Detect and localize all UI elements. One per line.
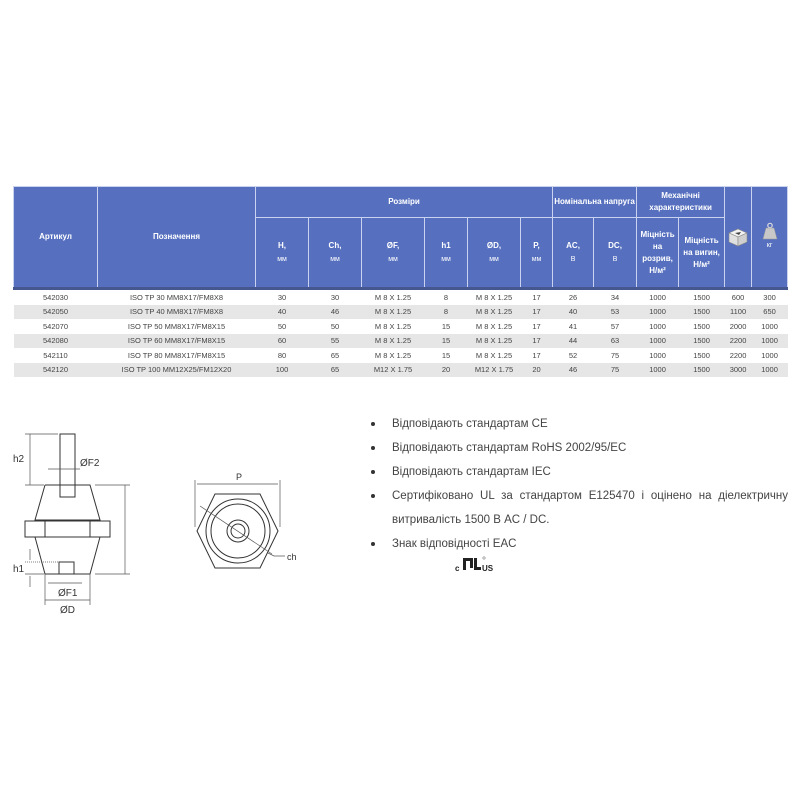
cell-designation: ISO TP 60 MM8X17/FM8X15	[98, 334, 256, 349]
cell-designation: ISO TP 80 MM8X17/FM8X15	[98, 348, 256, 363]
cell-D: M12 X 1.75	[468, 363, 521, 378]
cell-AC: 46	[553, 363, 594, 378]
specifications-table	[13, 186, 788, 377]
cell-F: M12 X 1.75	[362, 363, 425, 378]
cell-h1: 8	[425, 289, 468, 305]
header-Ch: Ch, мм	[309, 218, 362, 289]
cell-designation: ISO TP 100 MM12X25/FM12X20	[98, 363, 256, 378]
header-AC: AC, В	[553, 218, 594, 289]
header-h1: h1 мм	[425, 218, 468, 289]
header-dimensions-group: Розміри	[256, 187, 553, 218]
cell-bending: 1500	[679, 334, 725, 349]
cell-H: 80	[256, 348, 309, 363]
label-D: ØD	[60, 605, 75, 616]
cell-tensile: 1000	[637, 289, 679, 305]
header-tensile: Міцність на розрив, Н/м²	[637, 218, 679, 289]
cell-kg: 1000	[752, 334, 788, 349]
cell-F: M 8 X 1.25	[362, 348, 425, 363]
cell-kg: 300	[752, 289, 788, 305]
cell-AC: 26	[553, 289, 594, 305]
cell-kg: 1000	[752, 348, 788, 363]
cell-h1: 15	[425, 319, 468, 334]
header-DC: DC, В	[594, 218, 637, 289]
cell-designation: ISO TP 50 MM8X17/FM8X15	[98, 319, 256, 334]
cell-tensile: 1000	[637, 319, 679, 334]
weight-icon	[753, 222, 786, 240]
label-F1: ØF1	[58, 588, 78, 599]
cell-tensile: 1000	[637, 363, 679, 378]
cell-h1: 8	[425, 305, 468, 320]
cell-kg: 1000	[752, 363, 788, 378]
cell-bending: 1500	[679, 348, 725, 363]
cell-AC: 40	[553, 305, 594, 320]
cell-h1: 15	[425, 348, 468, 363]
cell-H: 100	[256, 363, 309, 378]
cell-tensile: 1000	[637, 334, 679, 349]
side-view-drawing	[0, 410, 150, 620]
header-bending: Міцність на вигин, Н/м²	[679, 218, 725, 289]
cell-D: M 8 X 1.25	[468, 319, 521, 334]
cell-AC: 44	[553, 334, 594, 349]
cell-tensile: 1000	[637, 348, 679, 363]
header-article: Артикул	[14, 187, 98, 289]
cell-DC: 34	[594, 289, 637, 305]
cell-pack: 2200	[725, 348, 752, 363]
label-ch: ch	[287, 552, 297, 562]
feature-item: Відповідають стандартам RoHS 2002/95/EC	[368, 436, 788, 460]
cell-article: 542050	[14, 305, 98, 320]
cell-article: 542110	[14, 348, 98, 363]
cell-F: M 8 X 1.25	[362, 334, 425, 349]
cell-D: M 8 X 1.25	[468, 305, 521, 320]
cell-article: 542080	[14, 334, 98, 349]
cell-h1: 20	[425, 363, 468, 378]
cell-DC: 57	[594, 319, 637, 334]
header-D: ØD, мм	[468, 218, 521, 289]
table-row	[14, 305, 788, 320]
cell-P: 17	[521, 319, 553, 334]
cell-DC: 75	[594, 363, 637, 378]
cell-article: 542070	[14, 319, 98, 334]
header-P: P, мм	[521, 218, 553, 289]
cell-F: M 8 X 1.25	[362, 305, 425, 320]
feature-item: Знак відповідності EAC	[368, 532, 788, 556]
weight-unit: кг	[766, 242, 773, 249]
cell-article: 542120	[14, 363, 98, 378]
label-h1: h1	[13, 564, 25, 575]
cell-DC: 75	[594, 348, 637, 363]
cell-D: M 8 X 1.25	[468, 289, 521, 305]
feature-item: Сертифіковано UL за стандартом E125470 і оцінено на діелектричну витривалість 1500 В AC / DC.	[368, 484, 788, 532]
cell-P: 17	[521, 348, 553, 363]
cell-pack: 3000	[725, 363, 752, 378]
cell-pack: 2200	[725, 334, 752, 349]
svg-text:c: c	[455, 564, 460, 573]
table-row	[14, 363, 788, 378]
features-list	[368, 412, 788, 556]
table-row	[14, 348, 788, 363]
ul-certification-mark-icon	[455, 554, 510, 574]
cell-P: 17	[521, 305, 553, 320]
cell-DC: 53	[594, 305, 637, 320]
cell-bending: 1500	[679, 289, 725, 305]
cell-bending: 1500	[679, 363, 725, 378]
header-designation: Позначення	[98, 187, 256, 289]
cell-H: 60	[256, 334, 309, 349]
cell-bending: 1500	[679, 319, 725, 334]
cell-D: M 8 X 1.25	[468, 334, 521, 349]
cell-bending: 1500	[679, 305, 725, 320]
cell-AC: 52	[553, 348, 594, 363]
cell-F: M 8 X 1.25	[362, 289, 425, 305]
header-voltage-group: Номінальна напруга	[553, 187, 637, 218]
cell-Ch: 65	[309, 363, 362, 378]
cell-designation: ISO TP 30 MM8X17/FM8X8	[98, 289, 256, 305]
header-F: ØF, мм	[362, 218, 425, 289]
cell-Ch: 55	[309, 334, 362, 349]
header-weight	[752, 187, 788, 289]
cell-H: 30	[256, 289, 309, 305]
feature-item: Відповідають стандартам CE	[368, 412, 788, 436]
cell-designation: ISO TP 40 MM8X17/FM8X8	[98, 305, 256, 320]
cell-H: 50	[256, 319, 309, 334]
cell-P: 17	[521, 289, 553, 305]
table-row	[14, 319, 788, 334]
svg-text:US: US	[482, 564, 494, 573]
cell-DC: 63	[594, 334, 637, 349]
cell-Ch: 46	[309, 305, 362, 320]
cell-P: 20	[521, 363, 553, 378]
cell-F: M 8 X 1.25	[362, 319, 425, 334]
header-package	[725, 187, 752, 289]
top-view-drawing	[180, 460, 310, 580]
header-H: H, мм	[256, 218, 309, 289]
cell-kg: 650	[752, 305, 788, 320]
label-F2: ØF2	[80, 458, 100, 469]
cell-kg: 1000	[752, 319, 788, 334]
cell-P: 17	[521, 334, 553, 349]
cell-pack: 600	[725, 289, 752, 305]
header-mechanical-group: Механічні характеристики	[637, 187, 725, 218]
feature-item: Відповідають стандартам IEC	[368, 460, 788, 484]
cell-Ch: 65	[309, 348, 362, 363]
cell-Ch: 50	[309, 319, 362, 334]
package-box-icon	[726, 227, 750, 247]
table-row	[14, 289, 788, 305]
cell-pack: 1100	[725, 305, 752, 320]
cell-Ch: 30	[309, 289, 362, 305]
label-h2: h2	[13, 454, 25, 465]
cell-AC: 41	[553, 319, 594, 334]
cell-tensile: 1000	[637, 305, 679, 320]
label-P: P	[236, 472, 243, 482]
cell-article: 542030	[14, 289, 98, 305]
cell-D: M 8 X 1.25	[468, 348, 521, 363]
cell-H: 40	[256, 305, 309, 320]
table-row	[14, 334, 788, 349]
cell-h1: 15	[425, 334, 468, 349]
cell-pack: 2000	[725, 319, 752, 334]
